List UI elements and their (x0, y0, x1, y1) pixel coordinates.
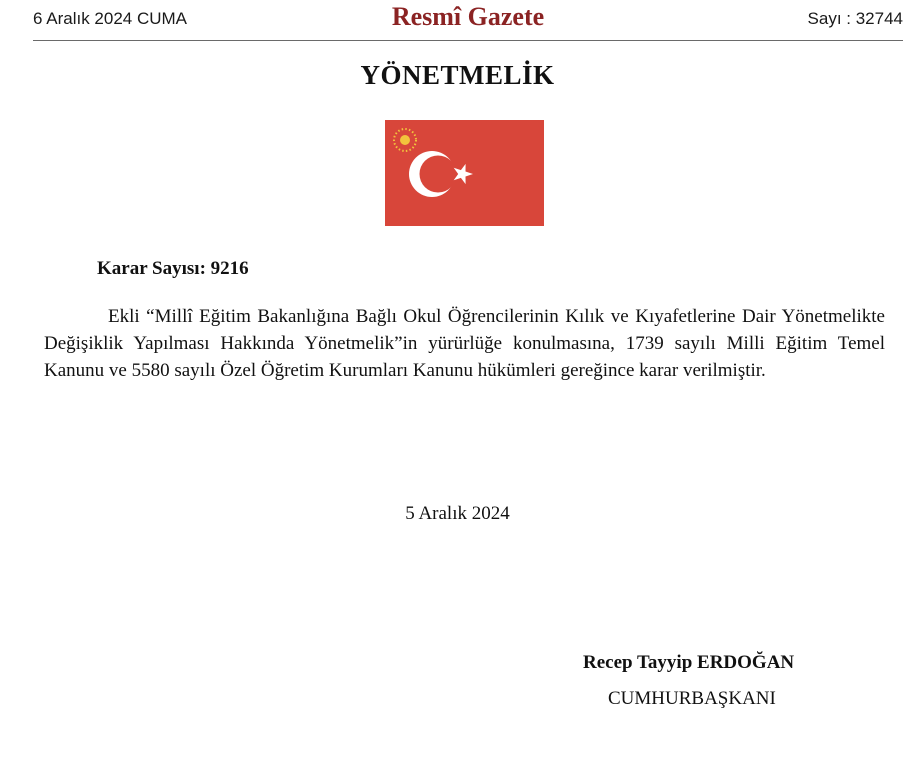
header-date: 6 Aralık 2024 CUMA (33, 9, 188, 28)
signer-title: CUMHURBAŞKANI (608, 688, 776, 709)
flag-icon (385, 120, 544, 226)
issue-number: Sayı : 32744 (807, 9, 903, 28)
decision-number: Karar Sayısı: 9216 (97, 258, 249, 279)
decree-body: Ekli “Millî Eğitim Bakanlığına Bağlı Okul Öğrencilerinin Kılık ve Kıyafetlerine Dair Yönetmelikte Değişiklik Yapılması Hakkında Yönetmelik”in yürürlüğe konulmasına, 1739 sayılı Milli Eğitim Temel Kanunu ve 5580 sayılı Özel Öğretim Kurumları Kanunu hükümleri gereğince karar verilmiştir. (44, 306, 885, 381)
signature-date: 5 Aralık 2024 (405, 503, 510, 524)
gazette-header (33, 0, 903, 41)
gazette-title: Resmî Gazete (391, 2, 545, 31)
section-title: YÖNETMELİK (360, 60, 555, 90)
signer-name: Recep Tayyip ERDOĞAN (583, 652, 795, 673)
